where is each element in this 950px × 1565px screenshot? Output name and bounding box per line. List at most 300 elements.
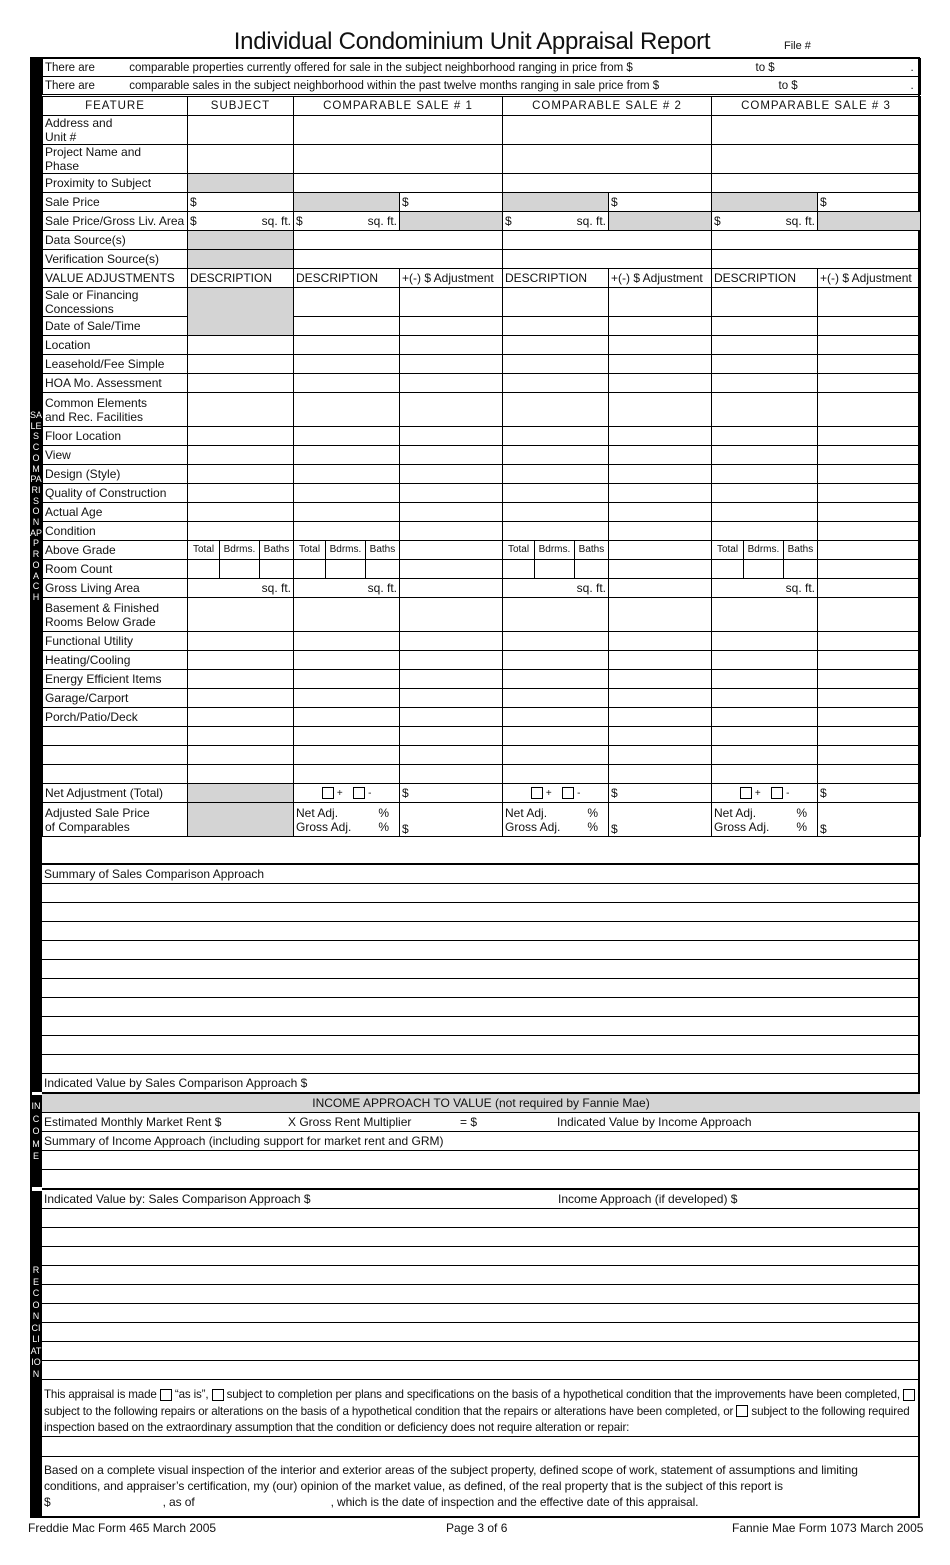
cell[interactable] (294, 522, 400, 541)
comp1-verification[interactable] (294, 250, 503, 269)
cell[interactable] (188, 632, 294, 651)
comp1-financing[interactable] (294, 288, 400, 317)
recon-line[interactable] (42, 1342, 920, 1361)
listing-line: There are comparable properties currently offered for sale in the subject neighborhood ranging in price from $ to $ . (43, 59, 921, 77)
comp3-gla[interactable]: sq. ft. (712, 579, 818, 598)
cell[interactable] (818, 746, 921, 765)
cell[interactable] (400, 708, 503, 727)
subject-data-source-shaded (188, 231, 294, 250)
cell[interactable] (503, 746, 609, 765)
porch-row (43, 708, 921, 727)
cell[interactable] (294, 465, 400, 484)
comp3-header: COMPARABLE SALE # 3 (712, 97, 921, 116)
cell[interactable] (609, 746, 712, 765)
cell[interactable] (294, 746, 400, 765)
cell[interactable] (818, 727, 921, 746)
summary-line[interactable] (42, 998, 920, 1017)
comp2-gla[interactable]: sq. ft. (503, 579, 609, 598)
date-sale-label: Date of Sale/Time (43, 317, 188, 336)
total-value[interactable] (503, 560, 535, 579)
cell[interactable] (43, 746, 188, 765)
comp2-header: COMPARABLE SALE # 2 (503, 97, 712, 116)
bdrms-value[interactable] (220, 560, 260, 579)
cell[interactable] (294, 765, 400, 784)
cell[interactable] (818, 522, 921, 541)
cell[interactable] (503, 689, 609, 708)
comp2-financing-adj[interactable] (609, 288, 712, 317)
condition-row (43, 522, 921, 541)
comp1-sale-price[interactable]: $ (400, 193, 503, 212)
cell[interactable] (712, 465, 818, 484)
recon-line[interactable] (42, 1247, 920, 1266)
total-label: Total (294, 541, 326, 560)
cell[interactable] (400, 689, 503, 708)
cell[interactable] (188, 689, 294, 708)
total-value[interactable] (188, 560, 220, 579)
recon-line[interactable] (42, 1304, 920, 1323)
cell[interactable] (609, 465, 712, 484)
room-count-label: Room Count (43, 560, 188, 579)
comp2-above-grade-adj[interactable] (609, 541, 712, 560)
comp1-plus-minus: + - (294, 784, 400, 803)
cell[interactable] (294, 446, 400, 465)
cell[interactable] (188, 484, 294, 503)
subject-gla[interactable]: sq. ft. (188, 579, 294, 598)
cell[interactable] (609, 522, 712, 541)
cell[interactable] (712, 651, 818, 670)
baths-value[interactable] (574, 560, 608, 579)
comp3-sale-price[interactable]: $ (818, 193, 921, 212)
cell[interactable] (818, 465, 921, 484)
comp3-net-adj[interactable]: $ (818, 784, 921, 803)
subject-adjusted-shaded (188, 803, 294, 837)
functional-row (43, 632, 921, 651)
comp2-price-gla[interactable]: $ sq. ft. (503, 212, 609, 231)
indicated-sales-value: Indicated Value by Sales Comparison Approach $ (42, 1074, 920, 1093)
baths-value[interactable] (365, 560, 399, 579)
total-label: Total (188, 541, 220, 560)
cell[interactable] (818, 393, 921, 427)
comp3-price-gla-shaded (818, 212, 921, 231)
cell[interactable] (294, 336, 400, 355)
comp3-price-shaded (712, 193, 818, 212)
cell[interactable] (294, 427, 400, 446)
cell[interactable] (188, 393, 294, 427)
cell[interactable] (712, 446, 818, 465)
comp2-net-gross: Net Adj. % Gross Adj. % (503, 803, 609, 837)
sales-side-label: SALES COMPARISON APPROACH (30, 410, 43, 602)
cell[interactable] (294, 670, 400, 689)
summary-line[interactable] (42, 1055, 920, 1074)
plus-checkbox[interactable] (322, 787, 334, 799)
cell[interactable] (294, 708, 400, 727)
subject-project[interactable] (188, 145, 294, 174)
cell[interactable] (43, 727, 188, 746)
cell[interactable] (188, 374, 294, 393)
cell[interactable] (188, 522, 294, 541)
total-label: Total (712, 541, 744, 560)
cell[interactable] (503, 336, 609, 355)
comp3-date-adj[interactable] (818, 317, 921, 336)
subject-sale-price[interactable]: $ (188, 193, 294, 212)
cell[interactable] (503, 632, 609, 651)
subject-header: SUBJECT (188, 97, 294, 116)
cell[interactable] (609, 765, 712, 784)
cell[interactable] (609, 484, 712, 503)
cell[interactable] (712, 374, 818, 393)
cell[interactable] (294, 503, 400, 522)
location-row (43, 336, 921, 355)
cell[interactable] (609, 393, 712, 427)
cell[interactable] (400, 446, 503, 465)
summary-line[interactable] (42, 1017, 920, 1036)
cell[interactable] (400, 522, 503, 541)
cell[interactable] (712, 708, 818, 727)
cell[interactable] (400, 746, 503, 765)
cell[interactable] (712, 727, 818, 746)
project-label: Project Name and Phase (43, 145, 188, 174)
comp3-above-grade-adj[interactable] (818, 541, 921, 560)
cell[interactable] (503, 465, 609, 484)
comp2-adjusted-price[interactable]: $ (609, 803, 712, 837)
cell[interactable] (712, 689, 818, 708)
cell[interactable] (818, 708, 921, 727)
cell[interactable] (400, 651, 503, 670)
heating-label: Heating/Cooling (43, 651, 188, 670)
comp1-gla[interactable]: sq. ft. (294, 579, 400, 598)
baths-value[interactable] (259, 560, 293, 579)
comp3-project[interactable] (712, 145, 921, 174)
comp3-description-header: DESCRIPTION (712, 269, 818, 288)
cell[interactable] (503, 651, 609, 670)
cell[interactable] (188, 465, 294, 484)
baths-label: Baths (259, 541, 293, 560)
comp1-description-header: DESCRIPTION (294, 269, 400, 288)
baths-label: Baths (574, 541, 608, 560)
cell[interactable] (188, 708, 294, 727)
reconciliation-lines (42, 1190, 920, 1380)
comp1-price-shaded (294, 193, 400, 212)
bdrms-value[interactable] (535, 560, 575, 579)
cell[interactable] (188, 355, 294, 374)
comp2-sale-price[interactable]: $ (609, 193, 712, 212)
total-value[interactable] (294, 560, 326, 579)
cell[interactable] (712, 355, 818, 374)
comp1-financing-adj[interactable] (400, 288, 503, 317)
comp3-plus-minus: + - (712, 784, 818, 803)
comp1-net-adj[interactable]: $ (400, 784, 503, 803)
cell[interactable] (188, 670, 294, 689)
comp3-adjustment-header: +(-) $ Adjustment (818, 269, 921, 288)
cell[interactable] (712, 765, 818, 784)
sales-comparison-grid (42, 96, 921, 837)
cell[interactable] (609, 427, 712, 446)
cell[interactable] (609, 689, 712, 708)
comp2-description-header: DESCRIPTION (503, 269, 609, 288)
cell[interactable] (503, 374, 609, 393)
income-rent-line: Estimated Monthly Market Rent $ X Gross Rent Multiplier = $ Indicated Value by Income Approach (42, 1113, 920, 1132)
cell[interactable] (818, 503, 921, 522)
cell[interactable] (294, 598, 400, 632)
comp3-verification[interactable] (712, 250, 921, 269)
comp3-address[interactable] (712, 116, 921, 145)
cell[interactable] (609, 503, 712, 522)
cell[interactable] (818, 632, 921, 651)
cell[interactable] (818, 484, 921, 503)
cell[interactable] (400, 632, 503, 651)
market-value-statement: Based on a complete visual inspection of the interior and exterior areas of the subject property, defined scope of work, statement of assumptions and limiting conditions, and appraiser’s certification, my (our) opinion of the market value, as defined, of the real property that is the subject of this report is $ , as of , which is the date of inspection and the effective date of this appraisal. (44, 1463, 858, 1509)
cell[interactable] (609, 670, 712, 689)
comp1-room-adj[interactable] (400, 560, 503, 579)
cell[interactable] (294, 727, 400, 746)
comp2-room-adj[interactable] (609, 560, 712, 579)
comp2-date[interactable] (503, 317, 609, 336)
cell[interactable] (609, 708, 712, 727)
cell[interactable] (400, 484, 503, 503)
sales-summary-label: Summary of Sales Comparison Approach (42, 865, 920, 884)
floor-row (43, 427, 921, 446)
cell[interactable] (609, 598, 712, 632)
cell[interactable] (503, 427, 609, 446)
cell[interactable] (400, 765, 503, 784)
cell[interactable] (400, 355, 503, 374)
subject-financing-shaded (188, 288, 294, 336)
summary-line[interactable] (42, 941, 920, 960)
comp1-data-source[interactable] (294, 231, 503, 250)
cell[interactable] (712, 670, 818, 689)
cell[interactable] (818, 598, 921, 632)
cell[interactable] (503, 503, 609, 522)
cell[interactable] (712, 427, 818, 446)
cell[interactable] (818, 374, 921, 393)
cell[interactable] (503, 670, 609, 689)
comp3-financing[interactable] (712, 288, 818, 317)
summary-line[interactable] (42, 960, 920, 979)
comp1-date[interactable] (294, 317, 400, 336)
cell[interactable] (294, 484, 400, 503)
comp1-proximity[interactable] (294, 174, 503, 193)
comp1-adjusted-price[interactable]: $ (400, 803, 503, 837)
repairs-checkbox[interactable] (903, 1389, 915, 1401)
bdrms-value[interactable] (326, 560, 366, 579)
gla-label: Gross Living Area (43, 579, 188, 598)
comp3-financing-adj[interactable] (818, 288, 921, 317)
comp2-gla-adj[interactable] (609, 579, 712, 598)
recon-line[interactable] (42, 1228, 920, 1247)
bdrms-value[interactable] (744, 560, 784, 579)
cell[interactable] (503, 355, 609, 374)
comp1-project[interactable] (294, 145, 503, 174)
cell[interactable] (503, 727, 609, 746)
cell[interactable] (188, 746, 294, 765)
age-label: Actual Age (43, 503, 188, 522)
cell[interactable] (818, 427, 921, 446)
cell[interactable] (294, 689, 400, 708)
condition-label: Condition (43, 522, 188, 541)
cell[interactable] (712, 598, 818, 632)
plus-checkbox[interactable] (531, 787, 543, 799)
cell[interactable] (294, 651, 400, 670)
condition-line[interactable] (42, 1436, 920, 1457)
cell[interactable] (818, 355, 921, 374)
cell[interactable] (400, 427, 503, 446)
cell[interactable] (188, 446, 294, 465)
comp1-adjustment-header: +(-) $ Adjustment (400, 269, 503, 288)
comp1-above-grade-adj[interactable] (400, 541, 503, 560)
room-subtable (294, 541, 399, 578)
cell[interactable] (503, 522, 609, 541)
comp2-price-shaded (503, 193, 609, 212)
cell[interactable] (503, 393, 609, 427)
cell[interactable] (400, 465, 503, 484)
subject-address[interactable] (188, 116, 294, 145)
summary-line[interactable] (42, 884, 920, 903)
comp1-room-count (294, 541, 400, 579)
location-label: Location (43, 336, 188, 355)
cell[interactable] (818, 670, 921, 689)
baths-value[interactable] (783, 560, 817, 579)
quality-row (43, 484, 921, 503)
income-summary-line[interactable] (42, 1170, 920, 1189)
cell[interactable] (609, 336, 712, 355)
cell[interactable] (188, 727, 294, 746)
minus-checkbox[interactable] (353, 787, 365, 799)
cell[interactable] (400, 374, 503, 393)
plus-checkbox[interactable] (740, 787, 752, 799)
comp3-data-source[interactable] (712, 231, 921, 250)
comp2-financing[interactable] (503, 288, 609, 317)
cell[interactable] (712, 632, 818, 651)
cell[interactable] (712, 393, 818, 427)
cell[interactable] (818, 336, 921, 355)
cell[interactable] (188, 651, 294, 670)
cell[interactable] (400, 670, 503, 689)
cell[interactable] (818, 651, 921, 670)
comp2-address[interactable] (503, 116, 712, 145)
comp3-date[interactable] (712, 317, 818, 336)
cell[interactable] (503, 446, 609, 465)
cell[interactable] (400, 393, 503, 427)
cell[interactable] (712, 522, 818, 541)
minus-checkbox[interactable] (562, 787, 574, 799)
cell[interactable] (294, 374, 400, 393)
cell[interactable] (609, 355, 712, 374)
hoa-row (43, 374, 921, 393)
subject-price-gla[interactable]: $ sq. ft. (188, 212, 294, 231)
view-label: View (43, 446, 188, 465)
file-number-label: File # (784, 40, 811, 52)
bdrms-label: Bdrms. (535, 541, 575, 560)
comp3-adjusted-price[interactable]: $ (818, 803, 921, 837)
cell[interactable] (712, 336, 818, 355)
cell[interactable] (188, 598, 294, 632)
comp3-room-adj[interactable] (818, 560, 921, 579)
cell[interactable] (294, 632, 400, 651)
recon-line[interactable] (42, 1323, 920, 1342)
cell[interactable] (503, 598, 609, 632)
comp2-date-adj[interactable] (609, 317, 712, 336)
adjusted-price-label: Adjusted Sale Price of Comparables (43, 803, 188, 837)
price-gla-label: Sale Price/Gross Liv. Area (43, 212, 188, 231)
proximity-label: Proximity to Subject (43, 174, 188, 193)
cell[interactable] (712, 503, 818, 522)
comp2-adjustment-header: +(-) $ Adjustment (609, 269, 712, 288)
cell[interactable] (188, 765, 294, 784)
comp2-verification[interactable] (503, 250, 712, 269)
comp1-gla-adj[interactable] (400, 579, 503, 598)
as-is-checkbox[interactable] (160, 1389, 172, 1401)
comp3-price-gla[interactable]: $ sq. ft. (712, 212, 818, 231)
recon-line[interactable] (42, 1266, 920, 1285)
comp2-project[interactable] (503, 145, 712, 174)
minus-checkbox[interactable] (771, 787, 783, 799)
cell[interactable] (503, 708, 609, 727)
summary-line[interactable] (42, 903, 920, 922)
cell[interactable] (712, 484, 818, 503)
comp2-price-gla-shaded (609, 212, 712, 231)
comp2-proximity[interactable] (503, 174, 712, 193)
cell[interactable] (503, 765, 609, 784)
comp3-proximity[interactable] (712, 174, 921, 193)
cell[interactable] (188, 336, 294, 355)
comp2-net-adj[interactable]: $ (609, 784, 712, 803)
cell[interactable] (400, 336, 503, 355)
recon-line[interactable] (42, 1209, 920, 1228)
cell[interactable] (400, 727, 503, 746)
cell[interactable] (188, 427, 294, 446)
cell[interactable] (609, 632, 712, 651)
income-summary-line[interactable] (42, 1151, 920, 1170)
inspection-checkbox[interactable] (736, 1405, 748, 1417)
cell[interactable] (400, 503, 503, 522)
cell[interactable] (188, 503, 294, 522)
comp1-date-adj[interactable] (400, 317, 503, 336)
cell[interactable] (609, 651, 712, 670)
value-adjustments-label: VALUE ADJUSTMENTS (43, 269, 188, 288)
quality-label: Quality of Construction (43, 484, 188, 503)
cell[interactable] (818, 446, 921, 465)
cell[interactable] (818, 689, 921, 708)
cell[interactable] (503, 484, 609, 503)
comp3-gla-adj[interactable] (818, 579, 921, 598)
cell[interactable] (400, 598, 503, 632)
income-heading: INCOME APPROACH TO VALUE (not required by Fannie Mae) (42, 1094, 920, 1113)
common-elements-label: Common Elements and Rec. Facilities (43, 393, 188, 427)
summary-line[interactable] (42, 922, 920, 941)
cell[interactable] (712, 746, 818, 765)
subject-description-header: DESCRIPTION (188, 269, 294, 288)
comp1-header: COMPARABLE SALE # 1 (294, 97, 503, 116)
recon-line[interactable] (42, 1361, 920, 1380)
cell[interactable] (609, 374, 712, 393)
cell[interactable] (609, 446, 712, 465)
comp2-data-source[interactable] (503, 231, 712, 250)
recon-line[interactable] (42, 1285, 920, 1304)
completion-checkbox[interactable] (212, 1389, 224, 1401)
cell[interactable] (294, 355, 400, 374)
cell[interactable] (294, 393, 400, 427)
summary-line[interactable] (42, 979, 920, 998)
cell[interactable] (818, 765, 921, 784)
comp1-price-gla[interactable]: $ sq. ft. (294, 212, 400, 231)
summary-line[interactable] (42, 1036, 920, 1055)
cell[interactable] (43, 765, 188, 784)
footer-page-number: Page 3 of 6 (446, 1521, 508, 1535)
cell[interactable] (609, 727, 712, 746)
total-value[interactable] (712, 560, 744, 579)
comp1-address[interactable] (294, 116, 503, 145)
market-summary-table (42, 58, 921, 95)
